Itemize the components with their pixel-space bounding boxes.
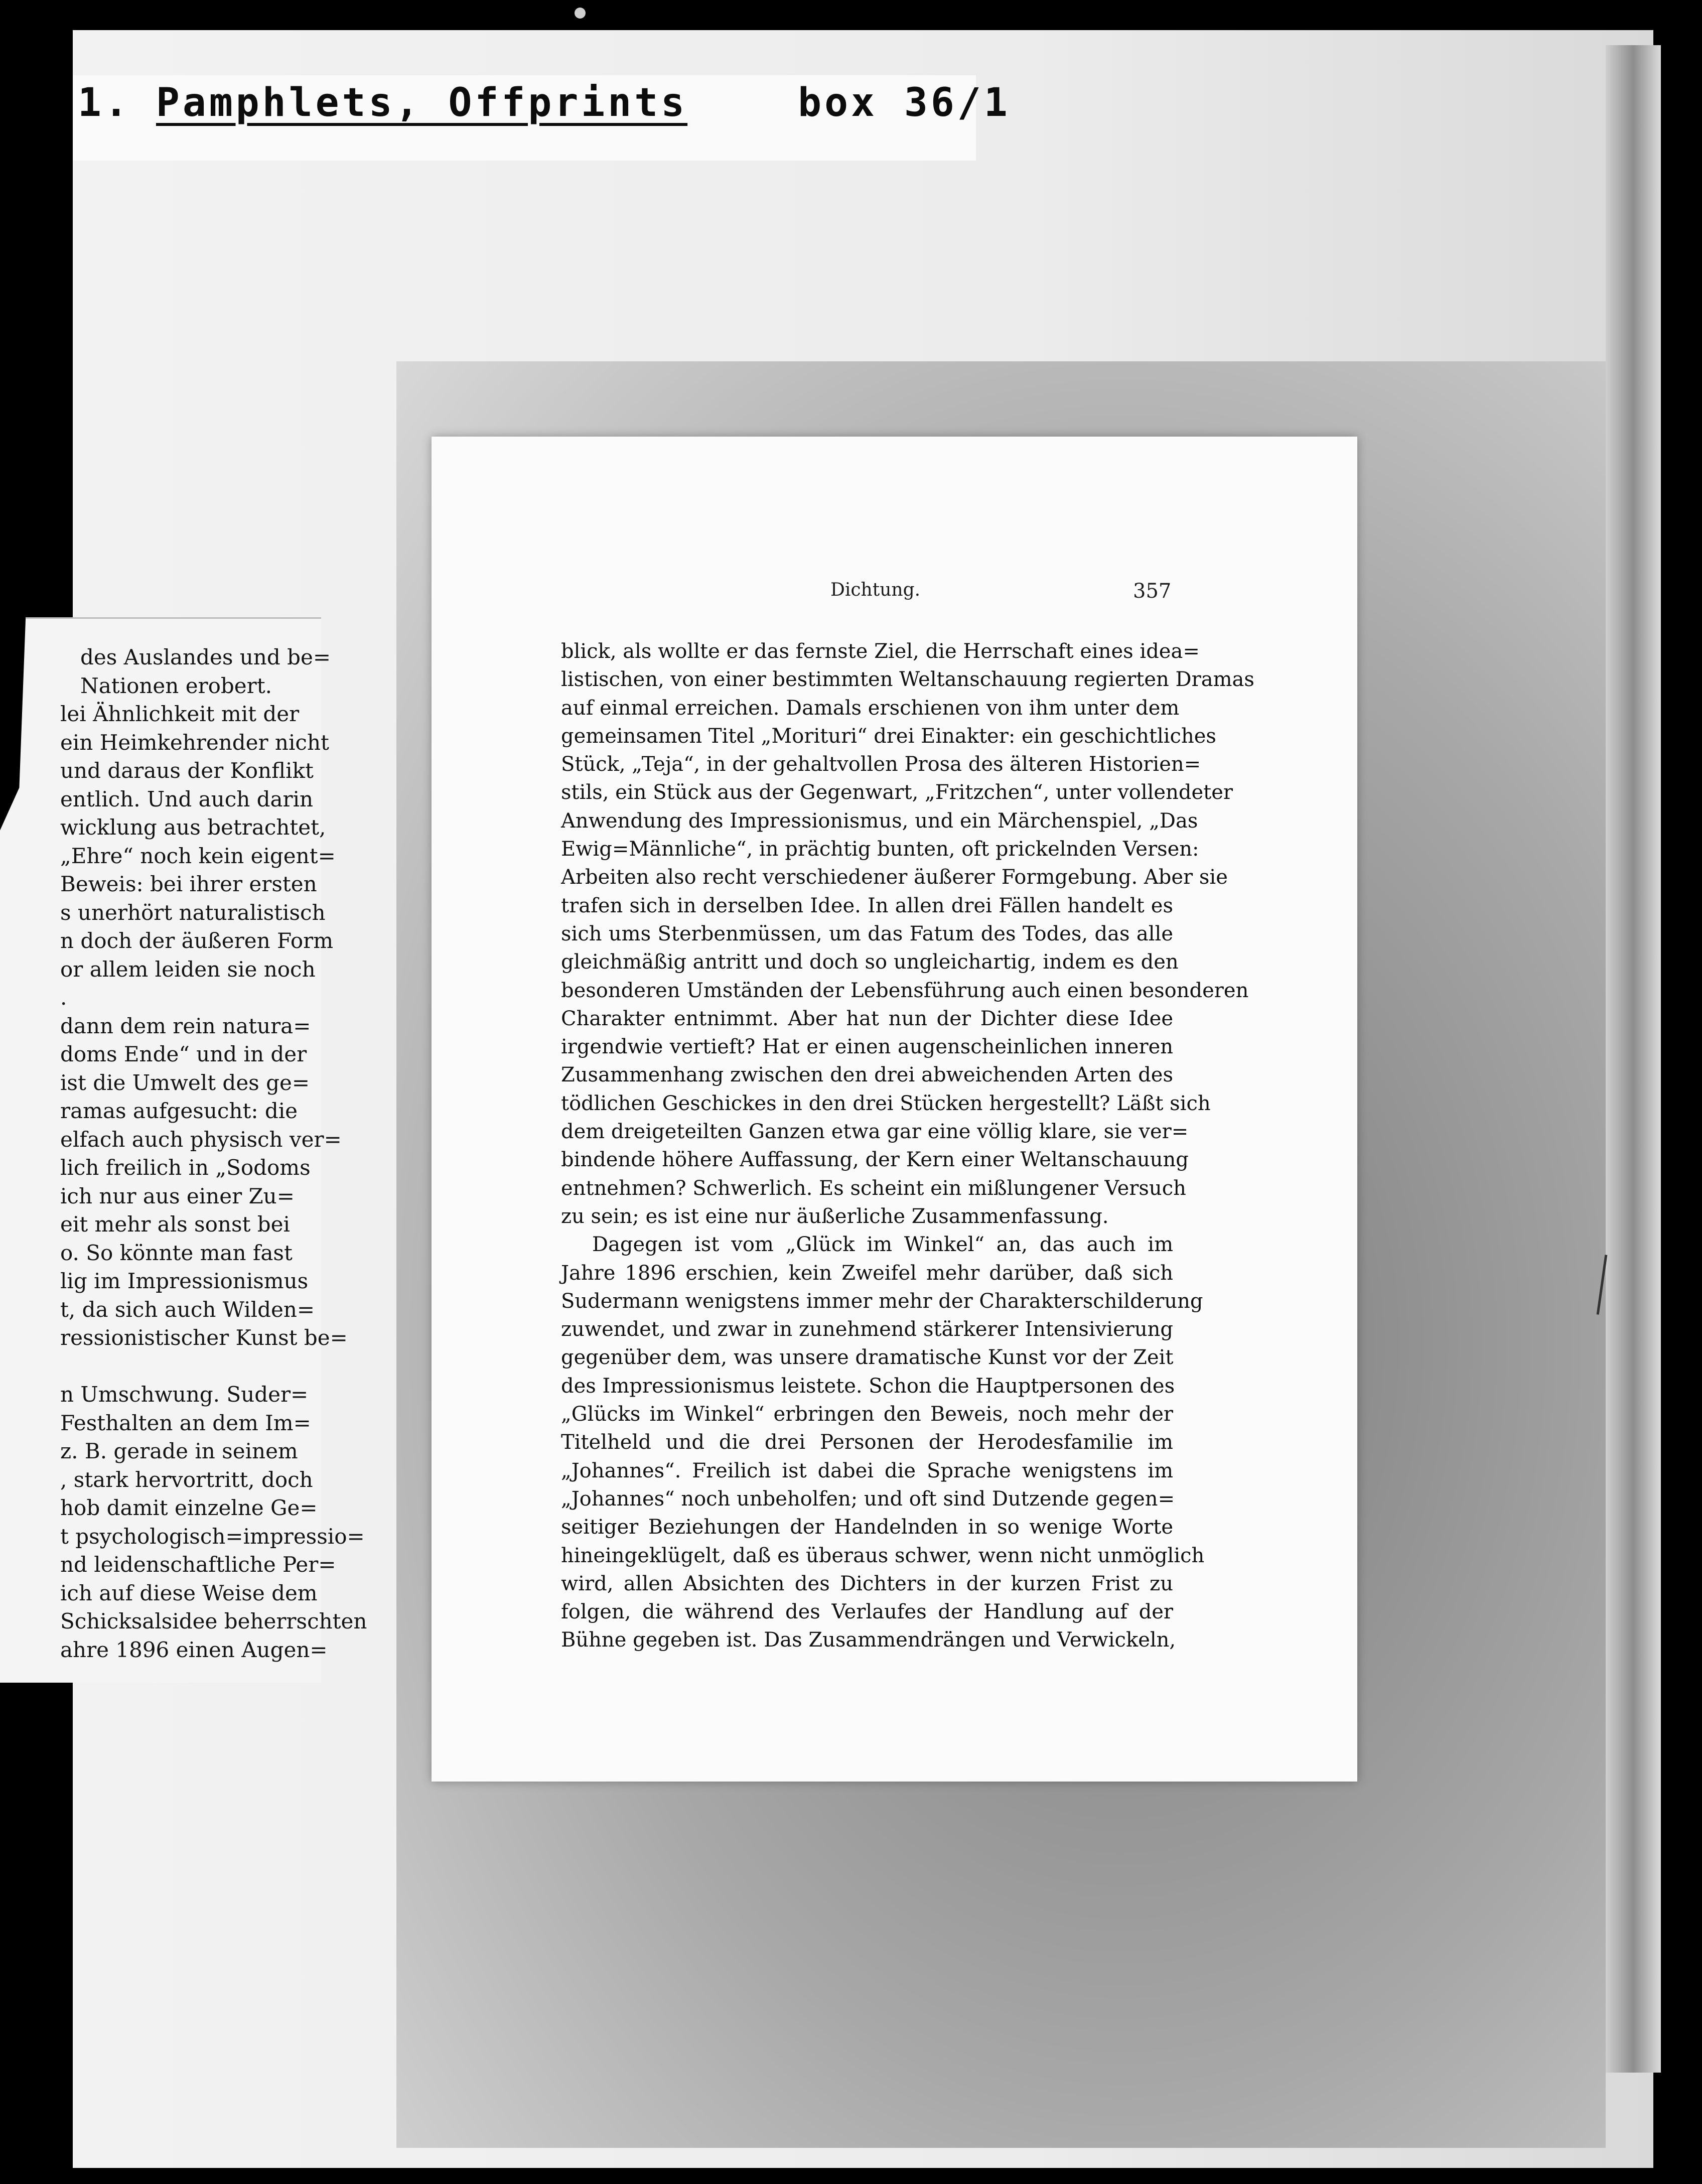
text-line: gegenüber dem, was unsere dramatische Kunst vor der Zeit bbox=[561, 1346, 1174, 1370]
clipping-line: o. So könnte man fast bbox=[60, 1240, 293, 1265]
clipping-line: ich auf diese Weise dem bbox=[60, 1580, 318, 1605]
clipping-line: doms Ende“ und in der bbox=[60, 1042, 307, 1066]
text-line: dem dreigeteilten Ganzen etwa gar eine völlig klare, sie ver= bbox=[561, 1120, 1189, 1144]
clipping-line: lig im Impressionismus bbox=[60, 1269, 309, 1293]
text-line: des Impressionismus leistete. Schon die Hauptpersonen des bbox=[561, 1374, 1175, 1398]
text-line: folgen, die während des Verlaufes der Handlung auf der bbox=[561, 1600, 1173, 1624]
folder-label-text bbox=[78, 80, 1011, 125]
clipping-line: Nationen erobert. bbox=[80, 673, 272, 698]
text-line: trafen sich in derselben Idee. In allen drei Fällen handelt es bbox=[561, 894, 1173, 917]
text-line: gemeinsamen Titel „Morituri“ drei Einakter: ein geschichtliches bbox=[561, 724, 1216, 748]
text-line: Arbeiten also recht verschiedener äußerer Formgebung. Aber sie bbox=[561, 866, 1228, 889]
text-line: besonderen Umständen der Lebensführung auch einen besonderen bbox=[561, 979, 1249, 1002]
text-line: sich ums Sterbenmüssen, um das Fatum des Todes, das alle bbox=[561, 922, 1173, 945]
clipping-line: nd leidenschaftliche Per= bbox=[60, 1552, 336, 1577]
punch-hole bbox=[575, 8, 586, 19]
text-line: seitiger Beziehungen der Handelnden in so wenige Worte bbox=[561, 1516, 1173, 1539]
clipping-line: elfach auch physisch ver= bbox=[60, 1127, 342, 1152]
text-line: Bühne gegeben ist. Das Zusammendrängen und Verwickeln, bbox=[561, 1628, 1176, 1652]
text-line: wird, allen Absichten des Dichters in der kurzen Frist zu bbox=[561, 1572, 1173, 1595]
label-title: Pamphlets, Offprints bbox=[156, 80, 688, 125]
text-line: listischen, von einer bestimmten Weltanschauung regierten Dramas bbox=[561, 668, 1254, 692]
clipping-line: n doch der äußeren Form bbox=[60, 928, 334, 953]
clipping-line: , stark hervortritt, doch bbox=[60, 1467, 313, 1492]
text-line: Jahre 1896 erschien, kein Zweifel mehr darüber, daß sich bbox=[561, 1261, 1173, 1285]
clipping-line: z. B. gerade in seinem bbox=[60, 1439, 298, 1463]
clipping-line: t, da sich auch Wilden= bbox=[60, 1297, 315, 1322]
clipping-line: dann dem rein natura= bbox=[60, 1013, 311, 1038]
clipping-line: Beweis: bei ihrer ersten bbox=[60, 872, 317, 896]
clipping-line: lei Ähnlichkeit mit der bbox=[60, 702, 300, 726]
text-line: zu sein; es ist eine nur äußerliche Zusammenfassung. bbox=[561, 1204, 1109, 1228]
clipping-line: ressionistischer Kunst be= bbox=[60, 1325, 348, 1350]
text-line: Zusammenhang zwischen den drei abweichenden Arten des bbox=[561, 1063, 1173, 1087]
clipping-line: eit mehr als sonst bei bbox=[60, 1212, 290, 1237]
clipping-line: ist die Umwelt des ge= bbox=[60, 1070, 310, 1095]
text-line: Titelheld und die drei Personen der Herodesfamilie im bbox=[561, 1431, 1173, 1454]
clipping-line: lich freilich in „Sodoms bbox=[60, 1155, 311, 1180]
board-edge bbox=[1606, 45, 1661, 2073]
text-line: auf einmal erreichen. Damals erschienen von ihm unter dem bbox=[561, 696, 1180, 720]
clipping-line: t psychologisch=impressio= bbox=[60, 1524, 365, 1549]
clipping-line: hob damit einzelne Ge= bbox=[60, 1495, 318, 1520]
clipping-line: ahre 1896 einen Augen= bbox=[60, 1637, 328, 1662]
clipping-line: s unerhört naturalistisch bbox=[60, 900, 326, 925]
label-box: box 36/1 bbox=[798, 80, 1011, 125]
clipping-line: und daraus der Konflikt bbox=[60, 758, 314, 783]
text-line: Charakter entnimmt. Aber hat nun der Dichter diese Idee bbox=[561, 1007, 1173, 1030]
clipping-line: wicklung aus betrachtet, bbox=[60, 815, 326, 840]
text-line: irgendwie vertieft? Hat er einen augenscheinlichen inneren bbox=[561, 1035, 1173, 1059]
clipping-line: or allem leiden sie noch bbox=[60, 957, 316, 982]
text-line: Dagegen ist vom „Glück im Winkel“ an, das auch im bbox=[592, 1233, 1173, 1257]
text-line: hineingeklügelt, daß es überaus schwer, wenn nicht unmöglich bbox=[561, 1544, 1205, 1567]
clipping-line: des Auslandes und be= bbox=[80, 645, 331, 669]
clipping-line: . bbox=[60, 985, 67, 1010]
text-line: blick, als wollte er das fernste Ziel, die Herrschaft eines idea= bbox=[561, 640, 1200, 663]
label-number: 1. bbox=[78, 80, 131, 125]
clipping-line: Festhalten an dem Im= bbox=[60, 1410, 311, 1435]
text-line: gleichmäßig antritt und doch so ungleichartig, indem es den bbox=[561, 950, 1179, 974]
text-line: tödlichen Geschickes in den drei Stücken hergestellt? Läßt sich bbox=[561, 1091, 1211, 1115]
main-text-column bbox=[561, 637, 1254, 1655]
text-line: Stück, „Teja“, in der gehaltvollen Prosa des älteren Historien= bbox=[561, 753, 1201, 776]
clipping-line: ramas aufgesucht: die bbox=[60, 1099, 298, 1123]
text-line: Ewig=Männliche“, in prächtig bunten, oft prickelnden Versen: bbox=[561, 838, 1199, 861]
text-line: „Johannes“ noch unbeholfen; und oft sind Dutzende gegen= bbox=[561, 1487, 1175, 1511]
text-line: bindende höhere Auffassung, der Kern einer Weltanschauung bbox=[561, 1148, 1189, 1172]
page-number: 357 bbox=[1133, 580, 1172, 603]
clipping-line: entlich. Und auch darin bbox=[60, 786, 314, 811]
text-line: Anwendung des Impressionismus, und ein Märchenspiel, „Das bbox=[561, 809, 1198, 833]
clipping-line: n Umschwung. Suder= bbox=[60, 1382, 309, 1407]
clipping-line: „Ehre“ noch kein eigent= bbox=[60, 843, 336, 868]
text-line: „Glücks im Winkel“ erbringen den Beweis, noch mehr der bbox=[561, 1403, 1173, 1426]
clipping-line: ein Heimkehrender nicht bbox=[60, 730, 329, 755]
text-line: entnehmen? Schwerlich. Es scheint ein mißlungener Versuch bbox=[561, 1176, 1186, 1200]
text-line: stils, ein Stück aus der Gegenwart, „Fritzchen“, unter vollendeter bbox=[561, 781, 1233, 804]
clipping-line: ich nur aus einer Zu= bbox=[60, 1183, 295, 1208]
text-line: „Johannes“. Freilich ist dabei die Sprache wenigstens im bbox=[561, 1459, 1173, 1482]
clipping-line: Schicksalsidee beherrschten bbox=[60, 1609, 367, 1633]
text-line: zuwendet, und zwar in zunehmend stärkerer Intensivierung bbox=[561, 1318, 1173, 1341]
text-line: Sudermann wenigstens immer mehr der Charakterschilderung bbox=[561, 1289, 1203, 1313]
running-head: Dichtung. bbox=[830, 580, 921, 600]
